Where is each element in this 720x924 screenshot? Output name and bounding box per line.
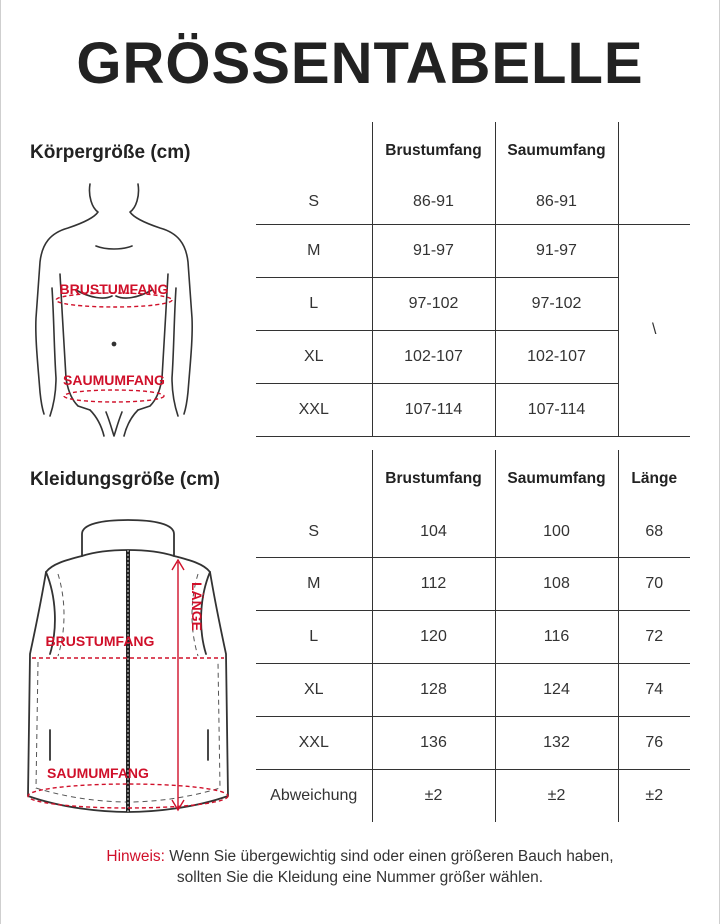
garment-size-cell: L	[256, 610, 372, 663]
garment-laenge-cell: 72	[618, 610, 690, 663]
body-size-heading: Körpergröße (cm)	[30, 142, 191, 163]
hint-label: Hinweis:	[106, 848, 165, 865]
garment-size-heading: Kleidungsgröße (cm)	[30, 469, 221, 490]
hint-line-1	[0, 846, 720, 867]
body-saum-cell: 107-114	[495, 383, 618, 436]
garment-saum-cell: 116	[495, 610, 618, 663]
garment-brust-cell: 104	[372, 508, 495, 557]
left-border	[0, 0, 1, 924]
body-size-cell: L	[256, 277, 372, 330]
body-col-saum: Saumumfang	[495, 122, 618, 180]
garment-saum-cell: 124	[495, 663, 618, 716]
vest-laenge-label: LÄNGE	[189, 582, 205, 631]
garment-brust-cell: 112	[372, 557, 495, 610]
garment-saum-cell: 100	[495, 508, 618, 557]
body-brust-cell: 97-102	[372, 277, 495, 330]
vest-saum-label: SAUMUMFANG	[47, 765, 149, 781]
garment-brust-cell: 136	[372, 716, 495, 769]
body-saum-cell: 86-91	[495, 180, 618, 224]
body-brust-cell: 86-91	[372, 180, 495, 224]
body-saum-cell: 97-102	[495, 277, 618, 330]
garment-laenge-cell: 70	[618, 557, 690, 610]
body-col-brust: Brustumfang	[372, 122, 495, 180]
garment-brust-cell: 120	[372, 610, 495, 663]
body-size-cell: S	[308, 192, 320, 210]
vest-brust-label: BRUSTUMFANG	[45, 633, 155, 649]
garment-brust-cell: 128	[372, 663, 495, 716]
hint-text-1: Wenn Sie übergewichtig sind oder einen größeren Bauch haben,	[164, 848, 614, 865]
body-size-cell: M	[256, 224, 372, 277]
garment-size-cell: XXL	[256, 716, 372, 769]
body-saum-cell: 102-107	[495, 330, 618, 383]
garment-brust-cell: ±2	[372, 769, 495, 822]
body-brust-cell: 107-114	[372, 383, 495, 436]
garment-size-cell: S	[308, 523, 320, 541]
body-saum-label: SAUMUMFANG	[63, 372, 165, 388]
hint-note	[0, 846, 720, 888]
garment-saum-cell: 108	[495, 557, 618, 610]
body-brust-cell: 91-97	[372, 224, 495, 277]
garment-laenge-cell: 68	[618, 508, 690, 557]
body-size-cell: XL	[256, 330, 372, 383]
garment-col-saum: Saumumfang	[495, 450, 618, 508]
hint-line-2: sollten Sie die Kleidung eine Nummer größer wählen.	[176, 869, 544, 886]
garment-laenge-cell: 76	[618, 716, 690, 769]
garment-size-cell: M	[256, 557, 372, 610]
garment-laenge-cell: ±2	[618, 769, 690, 822]
body-figure	[20, 178, 210, 440]
vest-figure	[22, 516, 234, 822]
body-size-cell: XXL	[256, 383, 372, 436]
body-empty-marker: \	[618, 224, 690, 436]
garment-laenge-cell: 74	[618, 663, 690, 716]
garment-saum-cell: 132	[495, 716, 618, 769]
body-brust-cell: 102-107	[372, 330, 495, 383]
garment-size-table	[256, 450, 690, 822]
page-title: GRÖSSENTABELLE	[76, 31, 644, 96]
garment-size-cell: Abweichung	[256, 769, 372, 822]
body-size-table	[256, 122, 690, 437]
body-saum-cell: 91-97	[495, 224, 618, 277]
garment-size-cell: XL	[256, 663, 372, 716]
body-brust-label: BRUSTUMFANG	[59, 281, 169, 297]
garment-col-laenge: Länge	[618, 450, 690, 508]
garment-saum-cell: ±2	[495, 769, 618, 822]
garment-col-brust: Brustumfang	[372, 450, 495, 508]
